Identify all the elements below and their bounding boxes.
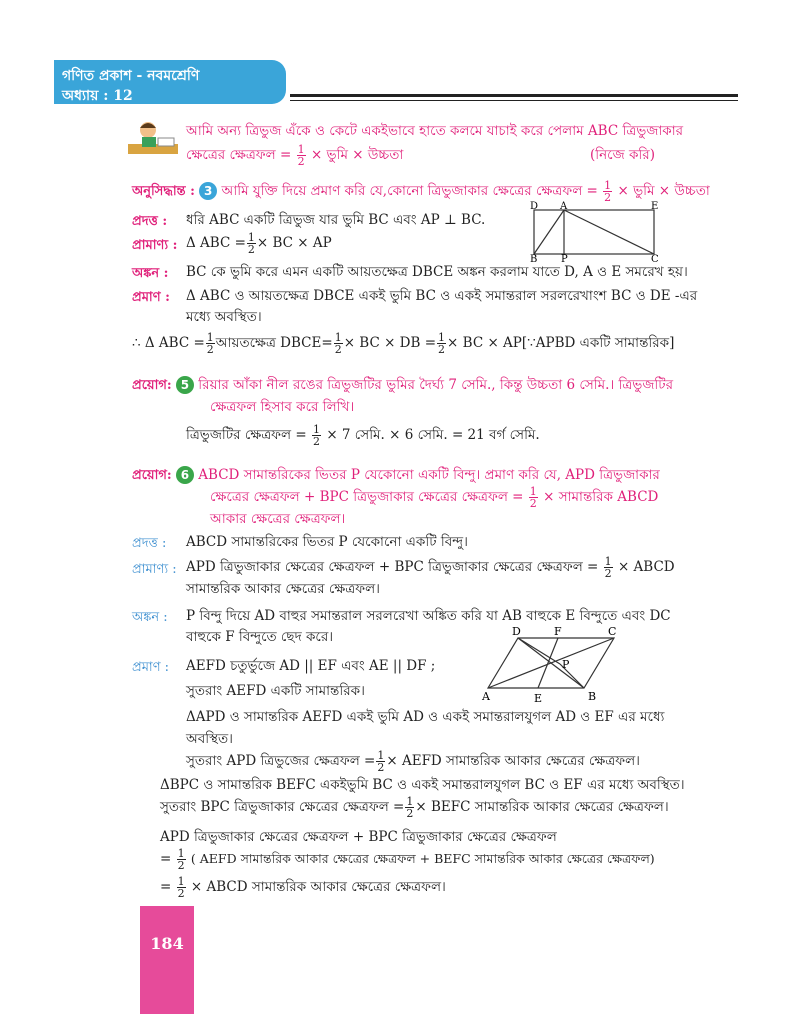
given-label: প্রদত্ত : bbox=[132, 214, 168, 229]
rectangle-triangle-diagram bbox=[524, 200, 664, 262]
app6-proof-10: = $\frac{1}{2}$ × ABCD সামান্তরিক আকার ক্ষেত্রের ক্ষেত্রফল। bbox=[160, 875, 446, 900]
rtp-label: প্রামাণ্য : bbox=[132, 238, 178, 253]
intro-line-1: আমি অন্য ত্রিভুজ এঁকে ও কেটে একইভাবে হাতে কলমে যাচাই করে পেলাম ABC ত্রিভুজাকার bbox=[186, 123, 684, 139]
svg-text:B: B bbox=[530, 254, 538, 262]
page-number: 184 bbox=[150, 934, 184, 953]
proof-line-1: Δ ABC ও আয়তক্ষেত্র DBCE একই ভুমি BC ও একই সমান্তরাল সরলরেখাংশ BC ও DE -এর bbox=[186, 288, 698, 304]
header-rule bbox=[290, 94, 738, 97]
app6-proof-1: AEFD চতুর্ভুজে AD || EF এবং AE || DF ; bbox=[186, 658, 436, 674]
application-5-calc: ত্রিভুজটির ক্ষেত্রফল = $\frac{1}{2}$ × 7 সেমি. × 6 সেমি. = 21 বর্গ সেমি. bbox=[186, 423, 540, 448]
app6-proof-5: সুতরাং APD ত্রিভুজের ক্ষেত্রফল = $\frac{1}{2}$ × AEFD সামান্তরিক আকার ক্ষেত্রের ক্ষেত্রফল। bbox=[186, 749, 641, 774]
svg-text:P: P bbox=[561, 254, 568, 262]
proof-label: প্রমাণ : bbox=[132, 290, 170, 305]
svg-text:D: D bbox=[530, 201, 539, 212]
given-text: ধরি ABC একটি ত্রিভুজ যার ভুমি BC এবং AP ⊥ BC. bbox=[186, 212, 486, 228]
application-5-badge: 5 bbox=[176, 376, 194, 394]
application-6-line-3: আকার ক্ষেত্রের ক্ষেত্রফল। bbox=[210, 511, 346, 527]
construction-label: অঙ্কন : bbox=[132, 266, 169, 281]
app6-proof-8: APD ত্রিভুজাকার ক্ষেত্রের ক্ষেত্রফল + BPC ত্রিভুজাকার ক্ষেত্রের ক্ষেত্রফল bbox=[160, 829, 557, 845]
app6-rtp-line-2: সামান্তরিক আকার ক্ষেত্রের ক্ষেত্রফল। bbox=[186, 581, 380, 597]
app6-proof-7: সুতরাং BPC ত্রিভুজাকার ক্ষেত্রের ক্ষেত্রফল = $\frac{1}{2}$ × BEFC সামান্তরিক আকার ক্ষেত্রের ক্ষেত্রফল। bbox=[160, 795, 669, 820]
svg-text:B: B bbox=[588, 690, 597, 703]
page-number-tab bbox=[140, 906, 194, 1014]
chapter-label: অধ্যায় : 12 bbox=[62, 88, 133, 104]
svg-text:E: E bbox=[534, 692, 543, 704]
application-6-badge: 6 bbox=[176, 466, 194, 484]
svg-text:D: D bbox=[512, 625, 521, 638]
theorem-number-badge: 3 bbox=[199, 182, 217, 200]
construction-text: BC কে ভুমি করে এমন একটি আয়তক্ষেত্র DBCE অঙ্কন করলাম যাতে D, A ও E সমরেখ হয়। bbox=[186, 264, 688, 280]
theorem-heading: অনুসিদ্ধান্ত : 3 আমি যুক্তি দিয়ে প্রমাণ করি যে,কোনো ত্রিভুজাকার ক্ষেত্রের ক্ষেত্রফল = $\frac{1}{2}$ × ভুমি × উচ্চতা bbox=[132, 179, 710, 204]
app6-given-text: ABCD সামান্তরিকের ভিতর P যেকোনো একটি বিন্দু। bbox=[186, 534, 468, 550]
app6-given-label: প্রদত্ত : bbox=[132, 536, 167, 551]
svg-text:A: A bbox=[482, 690, 490, 703]
svg-text:P: P bbox=[562, 658, 570, 671]
app6-proof-6: ΔBPC ও সামান্তরিক BEFC একইভুমি BC ও একই সমান্তরালযুগল BC ও EF এর মধ্যে অবস্থিত। bbox=[160, 777, 685, 793]
app6-proof-9: = $\frac{1}{2}$ ( AEFD সামান্তরিক আকার ক্ষেত্রের ক্ষেত্রফল + BEFC সামান্তরিক আকার ক্ষেত্রের ক্ষেত্রফল) bbox=[160, 847, 655, 872]
proof-equation: ∴ Δ ABC = $\frac{1}{2}$ আয়তক্ষেত্র DBCE= $\frac{1}{2}$ × BC × DB = $\frac{1}{2}$ × BC × AP[∵APBD একটি সামান্তরিক] bbox=[132, 331, 675, 356]
svg-text:C: C bbox=[608, 625, 617, 638]
app6-construction-line-2: বাহুকে F বিন্দুতে ছেদ করে। bbox=[186, 629, 334, 645]
application-6-heading: প্রয়োগ: 6 ABCD সামান্তরিকের ভিতর P যেকোনো একটি বিন্দু। প্রমাণ করি যে, APD ত্রিভুজাকার bbox=[132, 467, 660, 483]
app6-proof-3: ΔAPD ও সামান্তরিক AEFD একই ভুমি AD ও একই সমান্তরালযুগল AD ও EF এর মধ্যে bbox=[186, 709, 665, 725]
application-5-line-2: ক্ষেত্রফল হিসাব করে লিখি। bbox=[210, 399, 355, 415]
proof-line-2: মধ্যে অবস্থিত। bbox=[186, 309, 262, 325]
app6-construction-label: অঙ্কন : bbox=[132, 610, 168, 625]
book-title: গণিত প্রকাশ - নবমশ্রেণি bbox=[62, 68, 200, 84]
application-6-line-2: ক্ষেত্রের ক্ষেত্রফল + BPC ত্রিভুজাকার ক্ষেত্রের ক্ষেত্রফল = $\frac{1}{2}$ × সামান্তরিক ABCD bbox=[210, 485, 659, 510]
application-5-heading: প্রয়োগ: 5 রিয়ার আঁকা নীল রঙের ত্রিভুজটির ভুমির দৈর্ঘ্য 7 সেমি., কিন্তু উচ্চতা 6 সেমি.। ত্রিভুজটির bbox=[132, 377, 674, 393]
app6-proof-label: প্রমাণ : bbox=[132, 660, 170, 675]
parallelogram-diagram bbox=[476, 624, 626, 704]
intro-note: (নিজে করি) bbox=[590, 147, 655, 163]
student-illustration bbox=[126, 118, 180, 158]
svg-text:F: F bbox=[554, 625, 562, 638]
app6-construction-line-1: P বিন্দু দিয়ে AD বাহুর সমান্তরাল সরলরেখা অঙ্কিত করি যা AB বাহুকে E বিন্দুতে এবং DC bbox=[186, 608, 671, 624]
app6-proof-4: অবস্থিত। bbox=[186, 731, 233, 747]
intro-line-2: ক্ষেত্রের ক্ষেত্রফল = $\frac{1}{2}$ × ভুমি × উচ্চতা bbox=[186, 143, 404, 168]
app6-rtp-line-1: APD ত্রিভুজাকার ক্ষেত্রের ক্ষেত্রফল + BPC ত্রিভুজাকার ক্ষেত্রের ক্ষেত্রফল = $\frac{1}{2}$ × ABCD bbox=[186, 555, 675, 580]
svg-text:A: A bbox=[560, 201, 568, 212]
svg-text:E: E bbox=[651, 201, 659, 212]
fraction-half: $\frac{1}{2}$ bbox=[297, 143, 305, 168]
rtp-text: Δ ABC = $\frac{1}{2}$ × BC × AP bbox=[186, 231, 332, 256]
svg-text:C: C bbox=[651, 254, 659, 262]
app6-rtp-label: প্রামাণ্য : bbox=[132, 562, 177, 577]
app6-proof-2: সুতরাং AEFD একটি সামান্তরিক। bbox=[186, 683, 365, 699]
header-rule-thin bbox=[290, 100, 738, 101]
